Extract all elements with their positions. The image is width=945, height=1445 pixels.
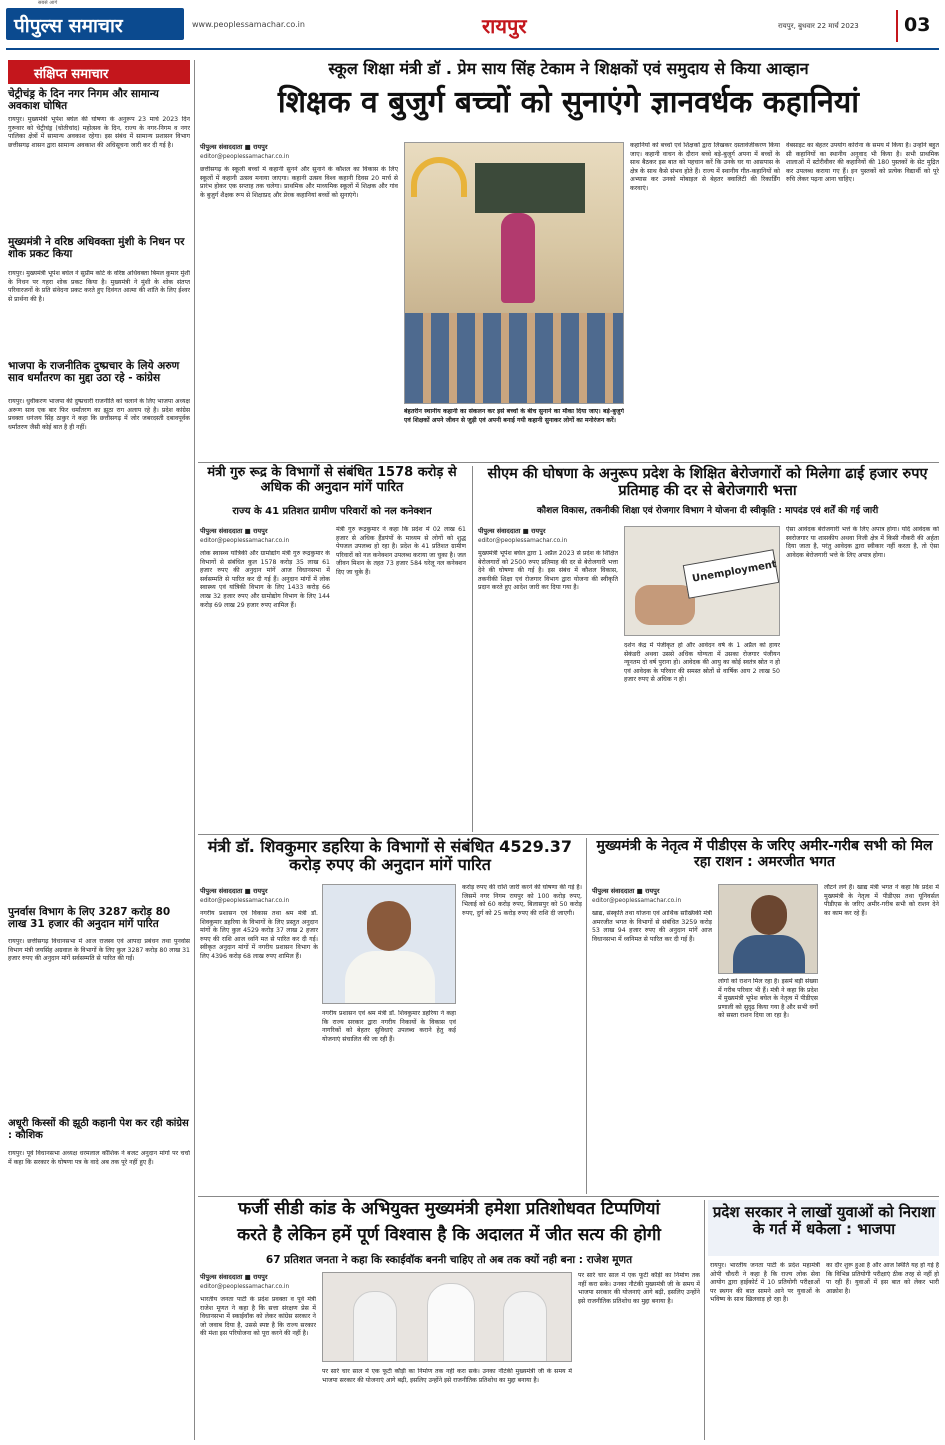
bjp-headline: प्रदेश सरकार ने लाखों युवाओं को निराशा के गर्त में धकेला : भाजपा: [712, 1203, 936, 1239]
story-text: ऐसा आवेदक बेरोजगारी भत्ते के लिए अपात्र होगा। यदि आवेदक को स्वरोजगार या शासकीय अथवा निजी क्षेत्र में किसी नौकरी की अर्हता दिया जाता है, परंतु आवेदक द्वारा स्वीकार नहीं करता है, तो ऐसा आवेदक बेरोजगारी भत्ते के लिए अपात्र होगा।: [786, 526, 939, 559]
email: editor@peoplessamachar.co.in: [592, 898, 682, 904]
cd-story: [198, 1200, 700, 1440]
hand-figure: [635, 585, 695, 625]
sidebar-text: रायपुर। पूर्व विधानसभा अध्यक्ष धरमलाल कौशिक ने बजट अनुदान मांगों पर चर्चा में कहा कि सरकार के घोषणा पत्र के वादे अब तक पूरे नहीं हुए हैं।: [8, 1150, 190, 1430]
masthead: [0, 0, 945, 54]
story-text: पर सारे चार साल में एक फूटी कौड़ी का निर्माण तक नहीं करा सके। उनका नौटंकी मुख्यमंत्री जी के समय में भाजपा सरकार की योजनाएं आगे बढ़ी, इसलिए उन्होंने इसे राजनीतिक प्रतिशोध का मुद्दा बनाया है।: [322, 1368, 572, 1384]
column-rule: [472, 466, 473, 832]
byline: पीपुल्स संवाददाता ■ रायपुर: [200, 1273, 268, 1281]
person-3: [503, 1291, 547, 1362]
photo-caption: बेहतरीन स्थानीय कहानी का संकलन कर इसे बच्चों के बीच सुनाने का मौका दिया जाए। बड़े-बुजुर्ग एवं शिक्षकों अपने जीवन से जुड़ी एवं अपनी बनाई गयी कहानी सुनाकर लोगों का मनोरंजन करें।: [404, 408, 624, 424]
sidebar-header: [8, 60, 190, 84]
pds-headline: मुख्यमंत्री के नेतृत्व में पीडीएस के जरिए अमीर-गरीब सभी को मिल रहा राशन : अमरजीत भगत: [596, 838, 933, 871]
story-text: कहानियों को बच्चों एवं शिक्षकों द्वारा लिखकर दस्तावेजीकरण किया जाए। कहानी वाचन के दौरान बच्चे बड़े-बुजुर्ग अपना में बच्चों के साथ बैठकर इस बात को पहचान करें कि उनके घर या आसपास के क्षेत्र के साथ कैसे संभव होते हैं। राज्य में स्थानीय गीत-कहानियों को अभ्यास कर उनको मोबाइल से बेहतर क्वालिटी की रिकार्डिंग करवाएं।: [630, 142, 780, 192]
section-rule: [198, 462, 939, 463]
sidebar-divider: [194, 60, 195, 1440]
top-story: [198, 60, 939, 460]
email: editor@peoplessamachar.co.in: [478, 538, 568, 544]
story-text: नगरीय प्रशासन एवं विकास तथा श्रम मंत्री डॉ. शिवकुमार डहरिया के विभागों के लिए प्रस्तुत अनुदान मांगों के लिए कुल 4529 करोड़ 37 लाख 2 हजार रुपए की राशि आज ध्वनि मत से पारित कर दी गई। स्वीकृत अनुदान मांगों में नगरीय प्रशासन विभाग के लिए 4396 करोड़ 68 लाख रुपए शामिल हैं।: [200, 910, 318, 960]
byline: पीपुल्स संवाददाता ■ रायपुर: [200, 527, 268, 535]
unemployment-story: [476, 466, 939, 832]
classroom-photo: [404, 142, 624, 404]
brand-tagline: सबसे आगे: [38, 0, 58, 6]
students-group: [405, 313, 623, 403]
sidebar-headline: अधूरी किस्सों की झूठी कहानी पेश कर रही कांग्रेस : कौशिक: [8, 1118, 189, 1141]
masthead-rule: [6, 48, 939, 50]
guru-story: [198, 466, 468, 832]
bhagat-photo: [718, 884, 818, 974]
byline: पीपुल्स संवाददाता ■ रायपुर: [200, 143, 268, 151]
story-text: भारतीय जनता पार्टी के प्रदेश प्रवक्ता व पूर्व मंत्री राजेश मूणत ने कहा है कि सत्ता संरक्षण प्रेस में विधानसभा में स्काईवॉक को लेकर कांग्रेस सरकार ने जो जवाब दिया है, उससे स्पष्ट है कि राज्य सरकार की मंशा इस परियोजना को पूरा करने की नहीं है।: [200, 1296, 316, 1338]
website: www.peoplessamachar.co.in: [192, 20, 305, 29]
cd-subhead: 67 प्रतिशत जनता ने कहा कि स्काईवॉक बननी चाहिए तो अब तक क्यों नही बना : राजेश मूणत: [265, 1254, 633, 1266]
story-text: रायपुर। भारतीय जनता पार्टी के प्रदेश महामंत्री ओपी चौधरी ने कहा है कि राज्य लोक सेवा आयोग द्वारा हाईकोर्ट में 10 प्रतियोगी परीक्षाओं पर स्थगन की बात सामने आने पर युवाओं के भविष्य के साथ खिलवाड़ हो रहा है।: [710, 1262, 820, 1304]
story-text: लौटने लगे हैं। खाद्य मंत्री भगत ने कहा कि प्रदेश में मुख्यमंत्री के नेतृत्व में पीडीएस तथा यूनिवर्सल पीडीएस के जरिए अमीर-गरीब सभी को राशन देने का काम कर रहे हैं।: [824, 884, 939, 917]
top-story-kicker: स्कूल शिक्षा मंत्री डॉ . प्रेम साय सिंह टेकाम ने शिक्षकों एवं समुदाय से किया आव्हान: [328, 59, 809, 78]
bjp-headline-box: [708, 1200, 939, 1256]
bjp-story: [708, 1200, 939, 1440]
dahariya-photo: [322, 884, 456, 1004]
sign-text: Unemployment: [691, 559, 778, 585]
photo-caption: नगरीय प्रशासन एवं श्रम मंत्री डॉ. शिवकुमार डहरिया ने कहा कि राज्य सरकार द्वारा नगरीय निकायों के विकास एवं नागरिकों को बेहतर सुविधाएं उपलब्ध कराने हेतु कई योजनाएं संचालित की जा रही हैं।: [322, 1010, 456, 1043]
email: editor@peoplessamachar.co.in: [200, 1284, 290, 1290]
byline: पीपुल्स संवाददाता ■ रायपुर: [478, 527, 546, 535]
portrait-head: [751, 895, 787, 935]
sidebar-header-text: संक्षिप्त समाचार: [34, 67, 109, 82]
story-text: मंत्री गुरु रूद्रकुमार ने कहा कि प्रदेश में 02 लाख 61 हजार से अधिक हैंडपंपों के माध्यम से लोगों को शुद्ध पेयजल उपलब्ध हो रहा है। प्रदेश के 41 प्रतिशत ग्रामीण परिवारों को नल कनेक्शन उपलब्ध कराया जा चुका है। जल जीवन मिशन के तहत 73 हजार 584 घरेलू नल कनेक्शन दिए जा चुके हैं।: [336, 526, 466, 576]
dahariya-story: [198, 838, 582, 1194]
story-text: वेबसाइट का बेहतर उपयोग कोरोना के समय में किया है। उन्होंने बहुत सी कहानियों का स्थानीय अनुवाद भी किया है। सभी प्राथमिक शालाओं में स्टोरीवीवर की कहानियों की 180 पुस्तकों के सेट मुद्रित कर उपलब्ध कराया गए हैं। इन पुस्तकों को प्रत्येक विद्यार्थी को पूरे रुचि लेकर पढ़ना आना चाहिए।: [786, 142, 939, 184]
story-text: छत्तीसगढ़ के स्कूली बच्चों में कहानी सुनने और सुनाने के कौशल का विकास के लिए स्कूलों में कहानी उत्सव मनाया जाएगा। कहानी उत्सव विश्व कहानी दिवस 20 मार्च से प्रारंभ होकर एक सप्ताह तक चलेगा। प्राथमिक और माध्यमिक स्कूलों में शिक्षक और गांव के बुजुर्ग शैक्षक रूप से शिक्षाप्रद और प्रेरक कहानियां बच्चों को सुनाएंगे।: [200, 166, 398, 199]
story-text: दर्शन केंद्र में पंजीकृत हो और आवेदन वर्ष के 1 अप्रैल को हायर सेकंडरी अथवा उससे अधिक योग्यता में उसका रोजगार पंजीयन न्यूनतम दो वर्ष पुराना हो। आवेदक की आयु का कोई स्वतंत्र स्रोत न हो एवं आवेदक के परिवार की समस्त स्रोतों से वार्षिक आय 2 लाख 50 हजार रुपए से अधिक न हो।: [624, 642, 780, 684]
unemployment-photo: [624, 526, 780, 636]
person-1: [353, 1291, 397, 1362]
story-text: खाद्य, संस्कृति तथा योजना एवं आर्थिक सांख्यिकी मंत्री अमरजीत भगत के विभागों से संबंधित 3259 करोड़ 53 लाख 94 हजार रुपए की अनुदान मांगें आज विधानसभा में ध्वनिमत से पारित कर दी गई हैं।: [592, 910, 712, 943]
page-number-box: [896, 10, 936, 42]
section-rule: [198, 834, 939, 835]
email: editor@peoplessamachar.co.in: [200, 538, 290, 544]
story-text: का दौर शुरू हुआ है और आज स्थिति यह हो गई है कि विभिन्न प्रतियोगी परीक्षाएं ठीक तरह से नहीं हो पा रही हैं। युवाओं में इस बात को लेकर भारी आक्रोश है।: [826, 1262, 939, 1295]
unemployment-subhead: कौशल विकास, तकनीकी शिक्षा एवं रोजगार विभाग ने योजना दी स्वीकृति : मापदंड एवं शर्तें की गई जारी: [536, 506, 879, 516]
rainbow-mural: [411, 157, 467, 197]
dahariya-headline: मंत्री डॉ. शिवकुमार डहरिया के विभागों से संबंधित 4529.37 करोड़ रुपए की अनुदान मांगें पारित: [207, 837, 573, 875]
blackboard: [475, 163, 585, 213]
cd-headline-1: फर्जी सीडी कांड के अभियुक्त मुख्यमंत्री हमेशा प्रतिशोधवत टिप्पणियां: [238, 1199, 660, 1219]
section-rule: [198, 1196, 939, 1197]
byline: पीपुल्स संवाददाता ■ रायपुर: [200, 887, 268, 895]
portrait-head: [367, 901, 411, 951]
page-number: 03: [904, 14, 931, 36]
person-2: [427, 1283, 475, 1362]
sidebar-text: रायपुर। छत्तीसगढ़ विधानसभा में आज राजस्व एवं आपदा प्रबंधन तथा पुनर्वास विभाग मंत्री जयसिंह अग्रवाल के विभागों के लिए कुल 3287 करोड़ 80 लाख 31 हजार रुपए की अनुदान मांगें सर्वसम्मति से पारित की गईं।: [8, 938, 190, 963]
story-text: पर सारे चार साल में एक फूटी कौड़ी का निर्माण तक नहीं करा सके। उनका नौटंकी मुख्यमंत्री जी के समय में भाजपा सरकार की योजनाएं आगे बढ़ी, इसलिए उन्होंने इसे राजनीतिक प्रतिशोध का मुद्दा बनाया है।: [578, 1272, 700, 1305]
byline: पीपुल्स संवाददाता ■ रायपुर: [592, 887, 660, 895]
sidebar-headline: मुख्यमंत्री ने वरिष्ठ अधिवक्ता मुंशी के निधन पर शोक प्रकट किया: [8, 236, 185, 261]
portrait-body: [345, 951, 435, 1004]
press-conference-photo: [322, 1272, 572, 1362]
sidebar-headline: पुनर्वास विभाग के लिए 3287 करोड़ 80 लाख 31 हजार की अनुदान मांगें पारित: [8, 906, 171, 931]
top-story-headline: शिक्षक व बुजुर्ग बच्चों को सुनाएंगे ज्ञानवर्धक कहानियां: [277, 85, 860, 120]
cd-headline-2: करते है लेकिन हमें पूर्ण विश्वास है कि अदालत में जीत सत्य की होगी: [237, 1225, 661, 1245]
unemployment-sign: [683, 549, 780, 598]
brand-name: पीपुल्स समाचार: [14, 15, 123, 37]
email: editor@peoplessamachar.co.in: [200, 898, 290, 904]
sidebar-text: रायपुर। मुख्यमंत्री भूपेश बघेल ने सुप्रीम कोर्ट के वरिष्ठ अधिवक्ता बिमल कुमार मुंशी के निधन पर गहरा शोक प्रकट किया है। मुख्यमंत्री ने मुंशी के शोक संतप्त परिवारजनों के प्रति संवेदना प्रकट करते हुए दिवंगत आत्मा की शांति के लिए ईश्वर से प्रार्थना की है।: [8, 270, 190, 303]
dateline: रायपुर, बुधवार 22 मार्च 2023: [778, 22, 859, 30]
sidebar-headline: भाजपा के राजनीतिक दुष्प्रचार के लिये अरुण साव धर्मांतरण का मुद्दा उठा रहे - कांग्रेस: [8, 360, 180, 385]
story-text: लोगों को राशन मिल रहा है। इसमें बड़ी संख्या में गरीब परिवार भी हैं। मंत्री ने कहा कि प्रदेश में मुख्यमंत्री भूपेश बघेल के नेतृत्व में पीडीएस प्रणाली को सुदृढ़ किया गया है और सभी वर्गों को सस्ता राशन दिया जा रहा है।: [718, 978, 818, 1020]
story-text: मुख्यमंत्री भूपेश बघेल द्वारा 1 अप्रैल 2023 से प्रदेश के शिक्षित बेरोजगारों को 2500 रुपए प्रतिमाह की दर से बेरोजगारी भत्ता देने की घोषणा की गई है। इस संबंध में कौशल विकास, तकनीकी शिक्षा एवं रोजगार विभाग द्वारा योजना की स्वीकृति प्रदान करते हुए आदेश जारी कर दिया गया है।: [478, 550, 618, 592]
portrait-body: [733, 935, 805, 974]
email: editor@peoplessamachar.co.in: [200, 154, 290, 160]
brand-logo: [6, 8, 184, 40]
story-text: लोक स्वास्थ्य यांत्रिकी और ग्रामोद्योग मंत्री गुरु रूद्रकुमार के विभागों से संबंधित कुल 1578 करोड़ 35 लाख 61 हजार रुपए की अनुदान मांगें आज विधानसभा में सर्वसम्मति से पारित कर दी गई हैं। अनुदान मांगों में लोक स्वास्थ्य एवं यांत्रिकी विभाग के लिए 1433 करोड़ 66 लाख 32 हजार रुपए और ग्रामोद्योग विभाग के लिए 144 करोड़ 69 लाख 29 हजार रुपए शामिल हैं।: [200, 550, 330, 609]
column-rule: [704, 1200, 705, 1440]
sidebar-text: रायपुर। धुर्वीकरण भाजपा की दुष्प्रचारी राजनीति को चलाने के लिए भाजपा अध्यक्ष अरूण साव एक बार फिर धर्मांतरण का झूठा राग अलाप रहे है। प्रदेश कांग्रेस प्रवक्ता धनंजय सिंह ठाकुर ने कहा कि छत्तीसगढ़ में जोर जबरदस्ती दबावपूर्वक धर्मांतरण जैसी कोई बात है ही नहीं।: [8, 398, 190, 431]
sidebar-text: रायपुर। मुख्यमंत्री भूपेश बघेल की घोषणा के अनुरूप 23 मार्च 2023 दिन गुरूवार को चेट्रीचंड्र (चोतीचांद) महोत्सव के दिन, राज्य के नगर-निगम व नगर पालिका क्षेत्रों में सामान्य अवकाश रहेगा। इस संबंध में सामान्य प्रशासन विभाग छत्तीसगढ़ शासन द्वारा सामान्य अवकाश की अधिसूचना जारी कर दी गई है।: [8, 116, 190, 149]
guru-headline: मंत्री गुरु रूद्र के विभागों से संबंधित 1578 करोड़ से अधिक की अनुदान मांगें पारित: [207, 465, 457, 495]
unemployment-headline: सीएम की घोषणा के अनुरूप प्रदेश के शिक्षित बेरोजगारों को मिलेगा ढाई हजार रुपए प्रतिमाह की दर से बेरोजगारी भत्ता: [487, 466, 928, 499]
story-text: करोड़ रुपए की राशि जारी करने की घोषणा की गई है। जिसमें नगर निगम रायपुर को 100 करोड़ रुपए, भिलाई को 60 करोड़ रुपए, बिलासपुर को 50 करोड़ रुपए, दुर्ग को 25 करोड़ रुपए की राशि दी जाएगी।: [462, 884, 582, 917]
section-title: रायपुर: [482, 14, 527, 38]
column-rule: [586, 838, 587, 1194]
pds-story: [590, 838, 939, 1194]
sidebar-headline: चेट्रीचंड्र के दिन नगर निगम और सामान्य अवकाश घोषित: [8, 88, 159, 113]
teacher-figure: [501, 213, 535, 303]
sidebar: [6, 60, 192, 1440]
guru-subhead: राज्य के 41 प्रतिशत ग्रामीण परिवारों को नल कनेक्शन: [232, 506, 432, 517]
